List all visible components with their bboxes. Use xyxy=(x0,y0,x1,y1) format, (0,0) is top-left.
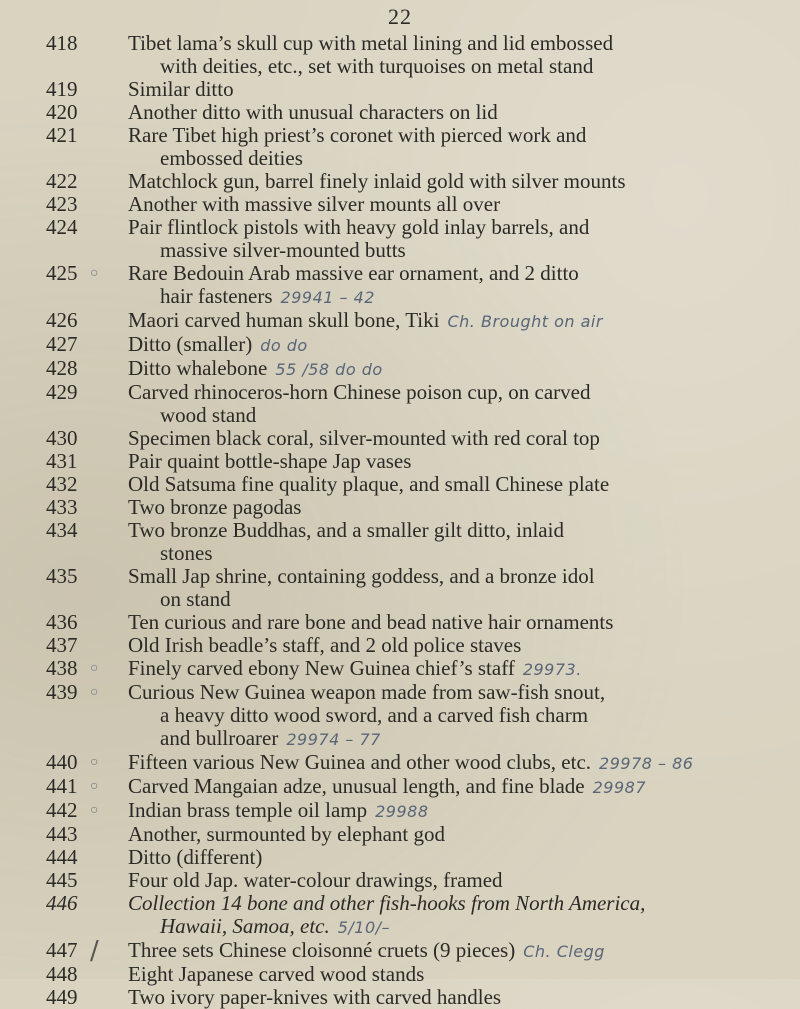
lot-text: Another with massive silver mounts all over xyxy=(128,192,501,216)
lot-description xyxy=(0,963,800,986)
lot-number: 443 xyxy=(46,822,78,846)
lot-text: Carved rhinoceros-horn Chinese poison cup, on carved xyxy=(128,380,591,404)
lot-text: Eight Japanese carved wood stands xyxy=(128,962,425,986)
lot-number: 442 xyxy=(46,798,78,822)
lot-description xyxy=(0,634,800,657)
lot-entry xyxy=(0,986,800,1009)
lot-description xyxy=(0,846,800,869)
lot-description xyxy=(0,78,800,101)
lot-number: 441 xyxy=(46,774,78,798)
lot-number: 434 xyxy=(46,518,78,542)
lot-description xyxy=(0,751,800,775)
lot-text: Ditto whalebone xyxy=(128,356,268,380)
lot-entry xyxy=(0,892,800,939)
lot-entry xyxy=(0,823,800,846)
lot-text: Fifteen various New Guinea and other wood clubs, etc. xyxy=(128,750,592,774)
lot-description xyxy=(0,823,800,846)
lot-number: 435 xyxy=(46,564,78,588)
lot-text: Finely carved ebony New Guinea chief’s staff xyxy=(128,656,515,680)
lot-text: a heavy ditto wood sword, and a carved fish charm xyxy=(160,703,589,727)
lot-description xyxy=(0,427,800,450)
handwritten-annotation: 29973. xyxy=(522,660,582,679)
lot-text: with deities, etc., set with turquoises on metal stand xyxy=(160,54,594,78)
lot-number: 424 xyxy=(46,215,78,239)
lot-entry xyxy=(0,939,800,963)
lot-number: 419 xyxy=(46,77,78,101)
lot-entry xyxy=(0,869,800,892)
lot-number: 433 xyxy=(46,495,78,519)
lot-number: 420 xyxy=(46,100,78,124)
page-number: 22 xyxy=(388,4,412,29)
lot-entry xyxy=(0,357,800,381)
lot-text: wood stand xyxy=(160,403,257,427)
lot-description xyxy=(0,611,800,634)
handwritten-annotation: 29941 – 42 xyxy=(280,288,375,307)
lot-description xyxy=(0,32,800,55)
lot-text: Rare Tibet high priest’s coronet with pierced work and xyxy=(128,123,587,147)
lot-description xyxy=(0,216,800,239)
circle-mark-icon: ○ xyxy=(90,779,99,794)
lot-entry xyxy=(0,333,800,357)
lot-text: Hawaii, Samoa, etc. xyxy=(160,914,330,938)
pencil-tick-mark: / xyxy=(90,936,99,966)
lot-entry xyxy=(0,496,800,519)
handwritten-annotation: 29974 – 77 xyxy=(286,730,381,749)
lot-number: 430 xyxy=(46,426,78,450)
lot-text: Small Jap shrine, containing goddess, and a bronze idol xyxy=(128,564,595,588)
lot-description xyxy=(0,473,800,496)
lot-text: Two ivory paper-knives with carved handles xyxy=(128,985,502,1009)
lot-description-continued xyxy=(0,542,800,565)
lot-entry xyxy=(0,611,800,634)
lot-entry xyxy=(0,78,800,101)
lot-number: 446 xyxy=(46,891,78,915)
lot-text: Tibet lama’s skull cup with metal lining and lid embossed xyxy=(128,31,614,55)
lot-description xyxy=(0,892,800,915)
lot-number: 449 xyxy=(46,985,78,1009)
lot-entry xyxy=(0,799,800,823)
lot-number: 439 xyxy=(46,680,78,704)
lot-description xyxy=(0,101,800,124)
lot-entry xyxy=(0,775,800,799)
lot-description xyxy=(0,193,800,216)
lot-text: Old Irish beadle’s staff, and 2 old police staves xyxy=(128,633,522,657)
lot-entry xyxy=(0,309,800,333)
lot-text: Pair flintlock pistols with heavy gold inlay barrels, and xyxy=(128,215,590,239)
circle-mark-icon: ○ xyxy=(90,266,99,281)
lot-description xyxy=(0,309,800,333)
lot-text: Rare Bedouin Arab massive ear ornament, and 2 ditto xyxy=(128,261,579,285)
lot-number: 425 xyxy=(46,261,78,285)
lot-description xyxy=(0,381,800,404)
lot-text: Similar ditto xyxy=(128,77,234,101)
lot-description xyxy=(0,519,800,542)
lot-number: 427 xyxy=(46,332,78,356)
lot-entry xyxy=(0,262,800,309)
lot-description xyxy=(0,170,800,193)
lot-entry xyxy=(0,193,800,216)
handwritten-annotation: 5/10/– xyxy=(337,918,391,937)
lot-description xyxy=(0,357,800,381)
lot-description-continued xyxy=(0,727,800,751)
lot-number: 447 xyxy=(46,938,78,962)
lot-description xyxy=(0,939,800,963)
lot-description-continued xyxy=(0,285,800,309)
lot-text: Curious New Guinea weapon made from saw-fish snout, xyxy=(128,680,606,704)
lot-text: and bullroarer xyxy=(160,726,279,750)
lot-text: Maori carved human skull bone, Tiki xyxy=(128,308,440,332)
lot-text: Ditto (different) xyxy=(128,845,263,869)
circle-mark-icon: ○ xyxy=(90,685,99,700)
lot-number: 431 xyxy=(46,449,78,473)
lot-entry xyxy=(0,32,800,78)
handwritten-annotation: 29988 xyxy=(375,802,429,821)
lot-text: massive silver-mounted butts xyxy=(160,238,406,262)
lot-entry xyxy=(0,565,800,611)
lot-number: 448 xyxy=(46,962,78,986)
lot-entry xyxy=(0,101,800,124)
lot-description xyxy=(0,262,800,285)
lot-description-continued xyxy=(0,704,800,727)
handwritten-annotation: do do xyxy=(260,336,308,355)
lot-description xyxy=(0,124,800,147)
lot-entry xyxy=(0,657,800,681)
lot-number: 438 xyxy=(46,656,78,680)
lot-number: 428 xyxy=(46,356,78,380)
lot-description xyxy=(0,775,800,799)
lot-description xyxy=(0,496,800,519)
lot-number: 421 xyxy=(46,123,78,147)
handwritten-annotation: 55 /58 do do xyxy=(275,360,383,379)
lot-description-continued xyxy=(0,147,800,170)
lot-text: embossed deities xyxy=(160,146,303,170)
circle-mark-icon: ○ xyxy=(90,755,99,770)
lot-text: on stand xyxy=(160,587,231,611)
lot-description xyxy=(0,657,800,681)
lot-number: 444 xyxy=(46,845,78,869)
lot-entry xyxy=(0,473,800,496)
lot-text: Old Satsuma fine quality plaque, and small Chinese plate xyxy=(128,472,610,496)
lot-text: Pair quaint bottle-shape Jap vases xyxy=(128,449,412,473)
lot-text: Carved Mangaian adze, unusual length, and fine blade xyxy=(128,774,585,798)
lot-text: hair fasteners xyxy=(160,284,273,308)
lot-number: 440 xyxy=(46,750,78,774)
lot-number: 429 xyxy=(46,380,78,404)
lot-description xyxy=(0,681,800,704)
lot-number: 418 xyxy=(46,31,78,55)
lot-entry xyxy=(0,124,800,170)
circle-mark-icon: ○ xyxy=(90,803,99,818)
lot-entry xyxy=(0,427,800,450)
lot-number: 422 xyxy=(46,169,78,193)
lot-text: Ten curious and rare bone and bead native hair ornaments xyxy=(128,610,614,634)
lot-number: 445 xyxy=(46,868,78,892)
lot-entry xyxy=(0,634,800,657)
lot-entry xyxy=(0,381,800,427)
handwritten-annotation: Ch. Clegg xyxy=(523,942,605,961)
lot-entry xyxy=(0,681,800,751)
lot-description xyxy=(0,333,800,357)
lot-number: 432 xyxy=(46,472,78,496)
lot-entry xyxy=(0,846,800,869)
lot-text: Matchlock gun, barrel finely inlaid gold with silver mounts xyxy=(128,169,626,193)
lot-text: Collection 14 bone and other fish-hooks from North America, xyxy=(128,891,646,915)
lot-text: stones xyxy=(160,541,213,565)
lot-list xyxy=(0,32,800,1009)
lot-text: Two bronze Buddhas, and a smaller gilt ditto, inlaid xyxy=(128,518,564,542)
lot-description-continued xyxy=(0,915,800,939)
lot-description xyxy=(0,565,800,588)
lot-entry xyxy=(0,963,800,986)
handwritten-annotation: 29978 – 86 xyxy=(599,754,694,773)
lot-text: Specimen black coral, silver-mounted with red coral top xyxy=(128,426,600,450)
lot-entry xyxy=(0,450,800,473)
lot-entry xyxy=(0,519,800,565)
lot-text: Indian brass temple oil lamp xyxy=(128,798,368,822)
lot-description xyxy=(0,869,800,892)
circle-mark-icon: ○ xyxy=(90,661,99,676)
lot-number: 426 xyxy=(46,308,78,332)
handwritten-annotation: Ch. Brought on air xyxy=(447,312,603,331)
lot-entry xyxy=(0,170,800,193)
lot-description-continued xyxy=(0,404,800,427)
lot-text: Four old Jap. water-colour drawings, framed xyxy=(128,868,503,892)
lot-number: 436 xyxy=(46,610,78,634)
handwritten-annotation: 29987 xyxy=(592,778,646,797)
lot-text: Another ditto with unusual characters on lid xyxy=(128,100,498,124)
lot-entry xyxy=(0,751,800,775)
lot-number: 437 xyxy=(46,633,78,657)
lot-description-continued xyxy=(0,239,800,262)
lot-text: Two bronze pagodas xyxy=(128,495,302,519)
lot-description-continued xyxy=(0,588,800,611)
lot-text: Three sets Chinese cloisonné cruets (9 pieces) xyxy=(128,938,516,962)
lot-entry xyxy=(0,216,800,262)
lot-description xyxy=(0,799,800,823)
lot-text: Ditto (smaller) xyxy=(128,332,253,356)
lot-description xyxy=(0,450,800,473)
lot-description xyxy=(0,986,800,1009)
lot-number: 423 xyxy=(46,192,78,216)
lot-description-continued xyxy=(0,55,800,78)
lot-text: Another, surmounted by elephant god xyxy=(128,822,446,846)
